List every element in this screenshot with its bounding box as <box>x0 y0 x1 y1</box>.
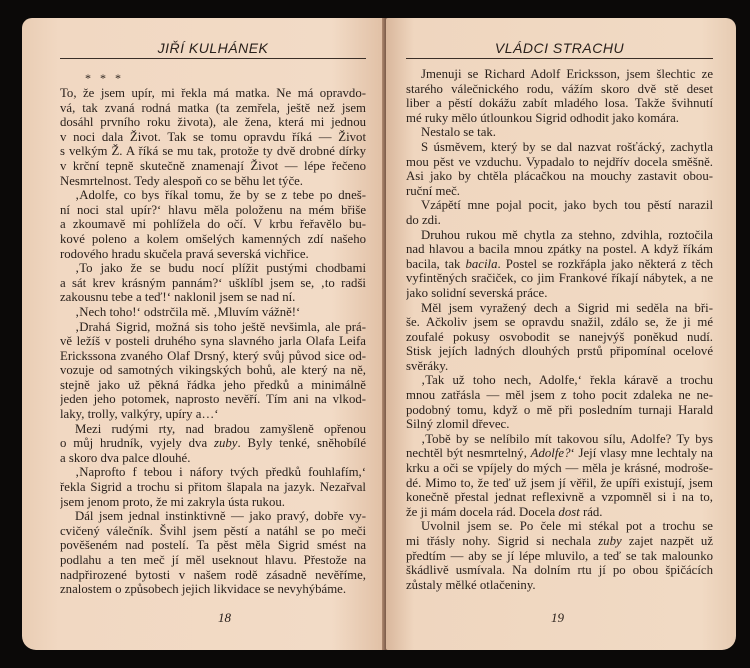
text-segment: . Postel se rozkřápla jako některá z těch <box>497 256 713 271</box>
paragraph <box>406 432 713 520</box>
text-line: jeden jeho potomek, naprosto nevěří. Tím ani na vlkod- <box>60 392 366 407</box>
text-line: Nesmrtelnost. Tedy alespoň co se běhu let týče. <box>60 173 304 188</box>
text-line: zůstaly mělké otlačeniny. <box>406 577 536 592</box>
text-line: ‚Drahá Sigrid, možná sis toho ještě nevšimla, ale prá- <box>75 319 366 334</box>
text-line: krku a oči se vpíjely do mých — měla je krásné, modroše- <box>406 461 713 476</box>
text-line <box>406 505 713 520</box>
text-segment: nechtěl být nesmrtelný, <box>406 446 531 461</box>
text-line: Dál jsem jednal instinktivně — jako pravý, dobře vy- <box>75 509 366 524</box>
text-line: ní noci stal upír?‘ hlavu měla položenu na mém břiše <box>60 202 366 217</box>
paragraph <box>60 422 366 466</box>
text-line <box>60 436 366 451</box>
text-line: ‚To jako že se budu nocí plížit pustými chodbami <box>75 261 366 276</box>
italic-emphasis: zuby <box>598 534 622 548</box>
paragraph <box>406 125 713 140</box>
text-line: zoufalé pokusy osvobodit se nanejvýš poněkud nudí. <box>406 329 713 344</box>
text-line: Stisk jejích ladných dlouhých prstů připomínal ocelové <box>406 344 713 359</box>
paragraph <box>406 140 713 198</box>
text-line: rodového hradu skučela pravá severská vichřice. <box>60 246 309 261</box>
text-line: mou pěst ve vzduchu. Vypadalo to nejdřív docela směšně. <box>406 154 713 169</box>
text-line: dé. Mimo to, že teď už jsem jí věřil, že upíři existují, jsem <box>406 475 713 490</box>
paragraph <box>406 373 713 431</box>
text-line <box>406 534 713 549</box>
text-line: nadpřirozené bytosti v našem rodě zásadně nevěříme, <box>60 567 366 582</box>
text-line: v noci dala Život. Tak se tomu opravdu říká — Život <box>60 129 366 144</box>
page-number: 19 <box>551 610 564 625</box>
paragraph <box>60 188 366 261</box>
text-line: podobný tomu, když o mě při posledním turnaji Harald <box>406 402 713 417</box>
text-line: znalostem o způsobech jejich likvidace se nevyhýbáme. <box>60 582 347 597</box>
text-line: S úsměvem, který by se dal nazvat rošťácký, zachytla <box>421 139 713 154</box>
text-line: ‚Tobě by se nelíbilo mít takovou sílu, Adolfe? Ty bys <box>421 431 713 446</box>
page-number: 18 <box>218 610 231 625</box>
paragraph <box>60 509 366 597</box>
paragraph <box>406 301 713 374</box>
page-body <box>60 70 366 597</box>
text-line: nad hlavou a bacila mnou zpátky na postel. A když říkám <box>406 242 713 257</box>
text-line: mé ruky mělo útlounkou Sigrid odhodit jako komára. <box>406 110 679 125</box>
text-line: vyfintěných sračiček, co jim Frankové říkají nábytek, a ne <box>406 271 713 286</box>
text-line: řekla Sigrid a trochu si přitom šlapala na jazyk. Nezařval <box>60 480 366 495</box>
paragraph <box>60 305 366 320</box>
text-line: še. Ačkoliv jsem se opravdu snažil, zdálo se, že ji mé <box>406 315 713 330</box>
text-line: Asi jako by chtěla plácačkou na mouchy zastavit obou- <box>406 169 713 184</box>
text-line: podlahu a ten meč jí měl useknout hlavu. Přestože na <box>60 553 366 567</box>
text-line: a zkoumavě mi pohlížela do očí. V krbu řeřavělo bu- <box>60 217 366 232</box>
text-line: do zdi. <box>406 212 441 227</box>
paragraph <box>60 465 366 509</box>
right-page <box>386 18 736 650</box>
text-line: laky, trolly, valkýry, upíry a…‘ <box>60 407 219 422</box>
text-line: To, že jsem upír, mi řekla má matka. Ne má opravdo- <box>60 86 366 100</box>
text-line: kové poleno a kolem omšelých kamenných zdí našeho <box>60 231 366 246</box>
text-line: mnou zatřásla — měl jsem z toho pocit zdaleka ne ne- <box>406 388 713 403</box>
text-line: a skoro dva palce dlouhé. <box>60 450 191 465</box>
italic-emphasis: bacila <box>465 256 498 271</box>
running-header-author: JIŘÍ KULHÁNEK <box>157 40 269 56</box>
text-line: vozuje od samotných vikingských bohů, ale který na ně, <box>60 363 366 378</box>
text-line: vě ležíš v posteli druhého syna slavného jarla Olafa Leifa <box>60 334 366 349</box>
text-segment: že ji mám docela rád. Docela <box>406 504 559 519</box>
text-line: ‚Adolfe, co bys říkal tomu, že by se z tebe po dneš- <box>75 188 366 203</box>
text-line: Nestalo se tak. <box>421 125 496 140</box>
paragraph <box>406 228 713 301</box>
text-line: jako solidní severská práce. <box>406 285 548 300</box>
text-line: zakousnu tebe a teď!‘ naklonil jsem se nad ní. <box>60 290 296 305</box>
text-line: stejně jako už pěkná řádka jeho předků a minimálně <box>60 377 366 392</box>
text-line: pověšeném nad postelí. Ta pěst měla Sigrid smést na <box>60 538 366 553</box>
text-line: v krční tepně skutečně znamenají Život — lépe řečeno <box>60 158 366 173</box>
text-line: předtím — aby se jí lépe mluvilo, a teď se tak malounko <box>406 548 713 563</box>
italic-emphasis: dost <box>558 504 580 519</box>
text-segment: rád. <box>579 504 603 519</box>
text-line: škádlivě usmívala. Na dolním rtu jí po obou špičácích <box>406 563 713 578</box>
text-line: s velkým Ž. A říká se mu tak, protože ty dvě drobné dírky <box>60 144 366 159</box>
text-line: liber a pěstí dokážu zabít mladého losa. Takže švihnutí <box>406 96 713 111</box>
text-line: Erickssona zvaného Olaf Drsný, který svůj původ sice od- <box>60 348 366 363</box>
header-rule <box>60 58 366 59</box>
text-line: ‚Naprofto f tebou i náfory tvých předků fouhlafím,‘ <box>75 465 366 480</box>
section-ornament: * * * <box>85 71 124 85</box>
italic-emphasis: Adolfe? <box>530 446 571 461</box>
running-header-title: VLÁDCI STRACHU <box>494 40 625 56</box>
text-line: Jmenuji se Richard Adolf Ericksson, jsem šlechtic ze <box>421 67 713 81</box>
text-segment: o můj hrudník, vyjely dva <box>60 436 214 451</box>
text-line: starého válečnického rodu, vážím skoro dvě stě deset <box>406 81 713 96</box>
text-line <box>406 446 713 461</box>
text-line: ‚Tak už toho nech, Adolfe,‘ řekla káravě a trochu <box>421 373 713 388</box>
text-line: vá, tak zvaná rodná matka (ta zemřela, ještě než jsem <box>60 100 366 115</box>
left-page <box>22 18 386 650</box>
text-line: jsem jenom proto, že mi zakryla ústa rukou. <box>60 494 285 509</box>
text-line: ‚Nech toho!‘ odstrčila mě. ‚Mluvím vážně!‘ <box>75 304 301 319</box>
text-line: konečně přestal jednat reflexivně a vzpomněl si i na to, <box>406 490 713 505</box>
paragraph <box>406 67 713 125</box>
page-body <box>406 67 713 592</box>
text-segment: bacila, tak <box>406 256 466 271</box>
text-line: svěráky. <box>406 358 449 373</box>
text-segment: ‘ Její vlasy mne lechtaly na <box>570 446 713 461</box>
italic-emphasis: zuby <box>213 436 238 451</box>
text-line: Druhou rukou mě chytla za stehno, zdvihla, roztočila <box>421 227 713 242</box>
text-segment: mi třásly nohy. Sigrid si nechala <box>406 534 599 548</box>
text-line: Silný zlomil dřevec. <box>406 417 510 432</box>
text-line <box>406 257 713 272</box>
text-line: Měl jsem vyražený dech a Sigrid mi seděla na bři- <box>421 300 713 315</box>
paragraph <box>406 519 713 592</box>
paragraph <box>60 320 366 422</box>
text-line: cvičený válečník. Švihl jsem pěstí a natáhl se po meči <box>60 523 366 538</box>
text-line: Mezi rudými rty, nad bradou zamyšleně opřenou <box>75 421 366 436</box>
paragraph <box>60 261 366 305</box>
text-line: dosáhl prvního roku života), ale žena, která mi jednou <box>60 115 366 130</box>
text-segment: zajet nazpět už <box>621 534 713 548</box>
header-rule <box>406 58 713 59</box>
paragraph <box>60 86 366 188</box>
text-line: Vzápětí mne pojal pocit, jako bych tou pěstí narazil <box>421 198 713 213</box>
text-segment: . Byly tenké, sněhobílé <box>237 436 366 451</box>
text-line: Uvolnil jsem se. Po čele mi stékal pot a trochu se <box>421 519 713 534</box>
paragraph <box>406 198 713 227</box>
text-line: ruční meč. <box>406 183 461 198</box>
text-line: a sát krev krásným pannám?‘ ušklíbl jsem se, ‚to radši <box>60 275 366 290</box>
